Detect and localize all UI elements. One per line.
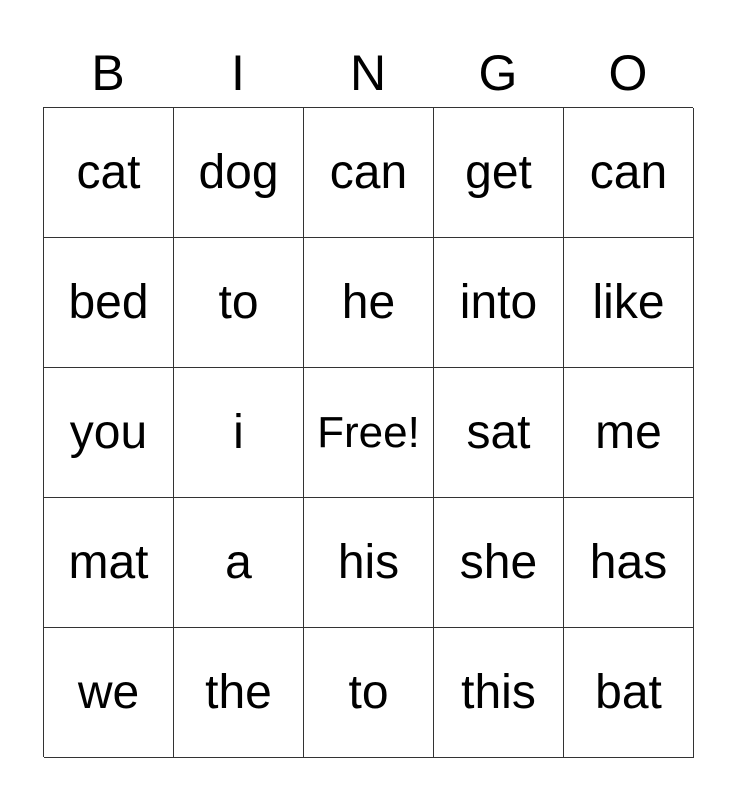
- bingo-board: [43, 107, 693, 757]
- bingo-cell[interactable]: to: [174, 238, 304, 368]
- bingo-cell[interactable]: like: [564, 238, 694, 368]
- bingo-cell[interactable]: get: [434, 108, 564, 238]
- bingo-cell[interactable]: a: [174, 498, 304, 628]
- bingo-cell[interactable]: dog: [174, 108, 304, 238]
- free-space-cell[interactable]: Free!: [304, 368, 434, 498]
- header-letter-i: I: [231, 45, 245, 101]
- bingo-cell[interactable]: we: [44, 628, 174, 758]
- bingo-cell[interactable]: the: [174, 628, 304, 758]
- bingo-cell[interactable]: his: [304, 498, 434, 628]
- header-letter-g: G: [478, 45, 518, 101]
- header-letter-n: N: [349, 45, 387, 101]
- bingo-cell[interactable]: has: [564, 498, 694, 628]
- bingo-cell[interactable]: he: [304, 238, 434, 368]
- bingo-header: [43, 40, 693, 106]
- bingo-cell[interactable]: sat: [434, 368, 564, 498]
- bingo-cell[interactable]: bed: [44, 238, 174, 368]
- bingo-cell[interactable]: cat: [44, 108, 174, 238]
- bingo-cell[interactable]: can: [564, 108, 694, 238]
- bingo-cell[interactable]: mat: [44, 498, 174, 628]
- bingo-cell[interactable]: this: [434, 628, 564, 758]
- bingo-cell[interactable]: she: [434, 498, 564, 628]
- header-letter-o: O: [608, 45, 648, 101]
- bingo-cell[interactable]: to: [304, 628, 434, 758]
- header-letter-b: B: [91, 45, 125, 101]
- bingo-cell[interactable]: you: [44, 368, 174, 498]
- bingo-cell[interactable]: can: [304, 108, 434, 238]
- bingo-cell[interactable]: into: [434, 238, 564, 368]
- bingo-cell[interactable]: i: [174, 368, 304, 498]
- bingo-cell[interactable]: bat: [564, 628, 694, 758]
- bingo-cell[interactable]: me: [564, 368, 694, 498]
